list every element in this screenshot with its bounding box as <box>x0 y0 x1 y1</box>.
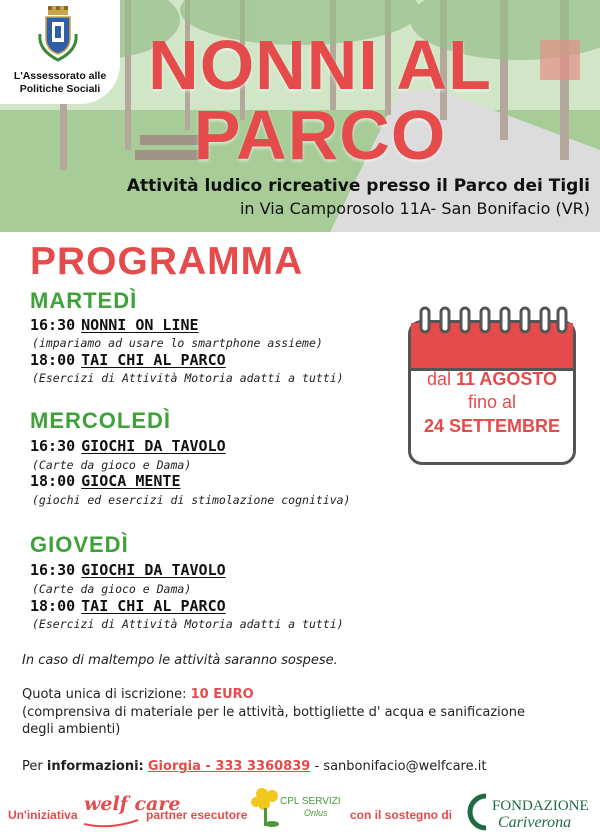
calendar-start-date: 11 AGOSTO <box>456 369 558 389</box>
day-thursday: GIOVEDÌ <box>30 532 129 557</box>
weather-note: In caso di maltempo le attività saranno sospese. <box>22 653 338 668</box>
activity-time: 18:00 <box>30 472 76 490</box>
welfcare-logo-text: welf care <box>84 793 181 815</box>
activity-row <box>30 437 226 455</box>
activity-name: GIOCHI DA TAVOLO <box>81 437 226 455</box>
activity-note: (impariamo ad usare lo smartphone assieme) <box>32 336 323 350</box>
activity-row <box>30 472 181 490</box>
fee-detail-2: degli ambienti) <box>22 722 121 737</box>
footer-support-label: con il sostegno di <box>350 808 453 822</box>
activity-name: TAI CHI AL PARCO <box>81 351 226 369</box>
activity-name: GIOCA MENTE <box>81 472 181 490</box>
fee-value: 10 EURO <box>190 687 254 702</box>
activity-name: TAI CHI AL PARCO <box>81 597 226 615</box>
contact-email[interactable]: sanbonifacio@welfcare.it <box>323 759 487 774</box>
title-line-1: NONNI AL <box>148 26 492 104</box>
activity-row <box>30 561 226 579</box>
cpl-logo-text: CPL SERVIZI <box>280 796 341 807</box>
activity-note: (giochi ed esercizi di stimolazione cognitiva) <box>32 493 351 507</box>
fondazione-cariverona-logo <box>472 792 598 832</box>
activity-note: (Esercizi di Attività Motoria adatti a tutti) <box>32 617 344 631</box>
activity-name: NONNI ON LINE <box>81 316 199 334</box>
calendar-start-line <box>408 368 576 391</box>
calendar-dates <box>408 368 576 438</box>
title-line-2: PARCO <box>193 96 447 174</box>
activity-note: (Carte da gioco e Dama) <box>32 582 192 596</box>
assessorato-label: L'Assessorato alle Politiche Sociali <box>13 70 107 95</box>
fondazione-logo-line2: Cariverona <box>498 814 572 831</box>
activity-note: (Esercizi di Attività Motoria adatti a tutti) <box>32 371 344 385</box>
activity-row <box>30 316 199 334</box>
contact-separator: - <box>314 759 320 774</box>
event-address: in Via Camporosolo 11A- San Bonifacio (VR) <box>239 199 590 218</box>
contact-prefix: Per <box>22 759 43 774</box>
fee-detail-1: (comprensiva di materiale per le attività, bottigliette d' acqua e sanificazione <box>22 705 525 720</box>
contact-phone-link[interactable]: Giorgia - 333 3360839 <box>147 759 311 774</box>
page-title <box>110 26 530 174</box>
day-tuesday: MARTEDÌ <box>30 288 138 313</box>
program-heading: PROGRAMMA <box>30 240 304 283</box>
activity-time: 18:00 <box>30 351 76 369</box>
welfcare-logo <box>80 792 181 832</box>
cpl-servizi-logo <box>250 784 350 834</box>
footer-initiative-label: Un'iniziativa <box>8 808 78 822</box>
fee-label: Quota unica di iscrizione: <box>22 687 187 702</box>
calendar-rings-icon <box>412 305 572 335</box>
activity-time: 18:00 <box>30 597 76 615</box>
activity-note: (Carte da gioco e Dama) <box>32 458 192 472</box>
activity-time: 16:30 <box>30 437 76 455</box>
calendar-middle: fino al <box>467 392 517 412</box>
contact-line <box>22 759 486 774</box>
activity-row <box>30 351 226 369</box>
fee-line <box>22 687 254 702</box>
calendar-prefix: dal <box>426 369 451 389</box>
fondazione-logo-line1: FONDAZIONE <box>492 798 589 814</box>
contact-label: informazioni: <box>46 759 144 774</box>
municipality-logo-box <box>0 0 120 104</box>
calendar-end-date: 24 SETTEMBRE <box>423 416 561 436</box>
footer-partner-label: partner esecutore <box>146 808 248 822</box>
day-wednesday: MERCOLEDÌ <box>30 408 171 433</box>
activity-time: 16:30 <box>30 561 76 579</box>
municipality-crest-icon <box>34 4 82 64</box>
activity-row <box>30 597 226 615</box>
activity-time: 16:30 <box>30 316 76 334</box>
event-subtitle: Attività ludico ricreative presso il Parco dei Tigli <box>126 176 590 196</box>
cpl-logo-onlus: Onlus <box>304 808 328 818</box>
activity-name: GIOCHI DA TAVOLO <box>81 561 226 579</box>
